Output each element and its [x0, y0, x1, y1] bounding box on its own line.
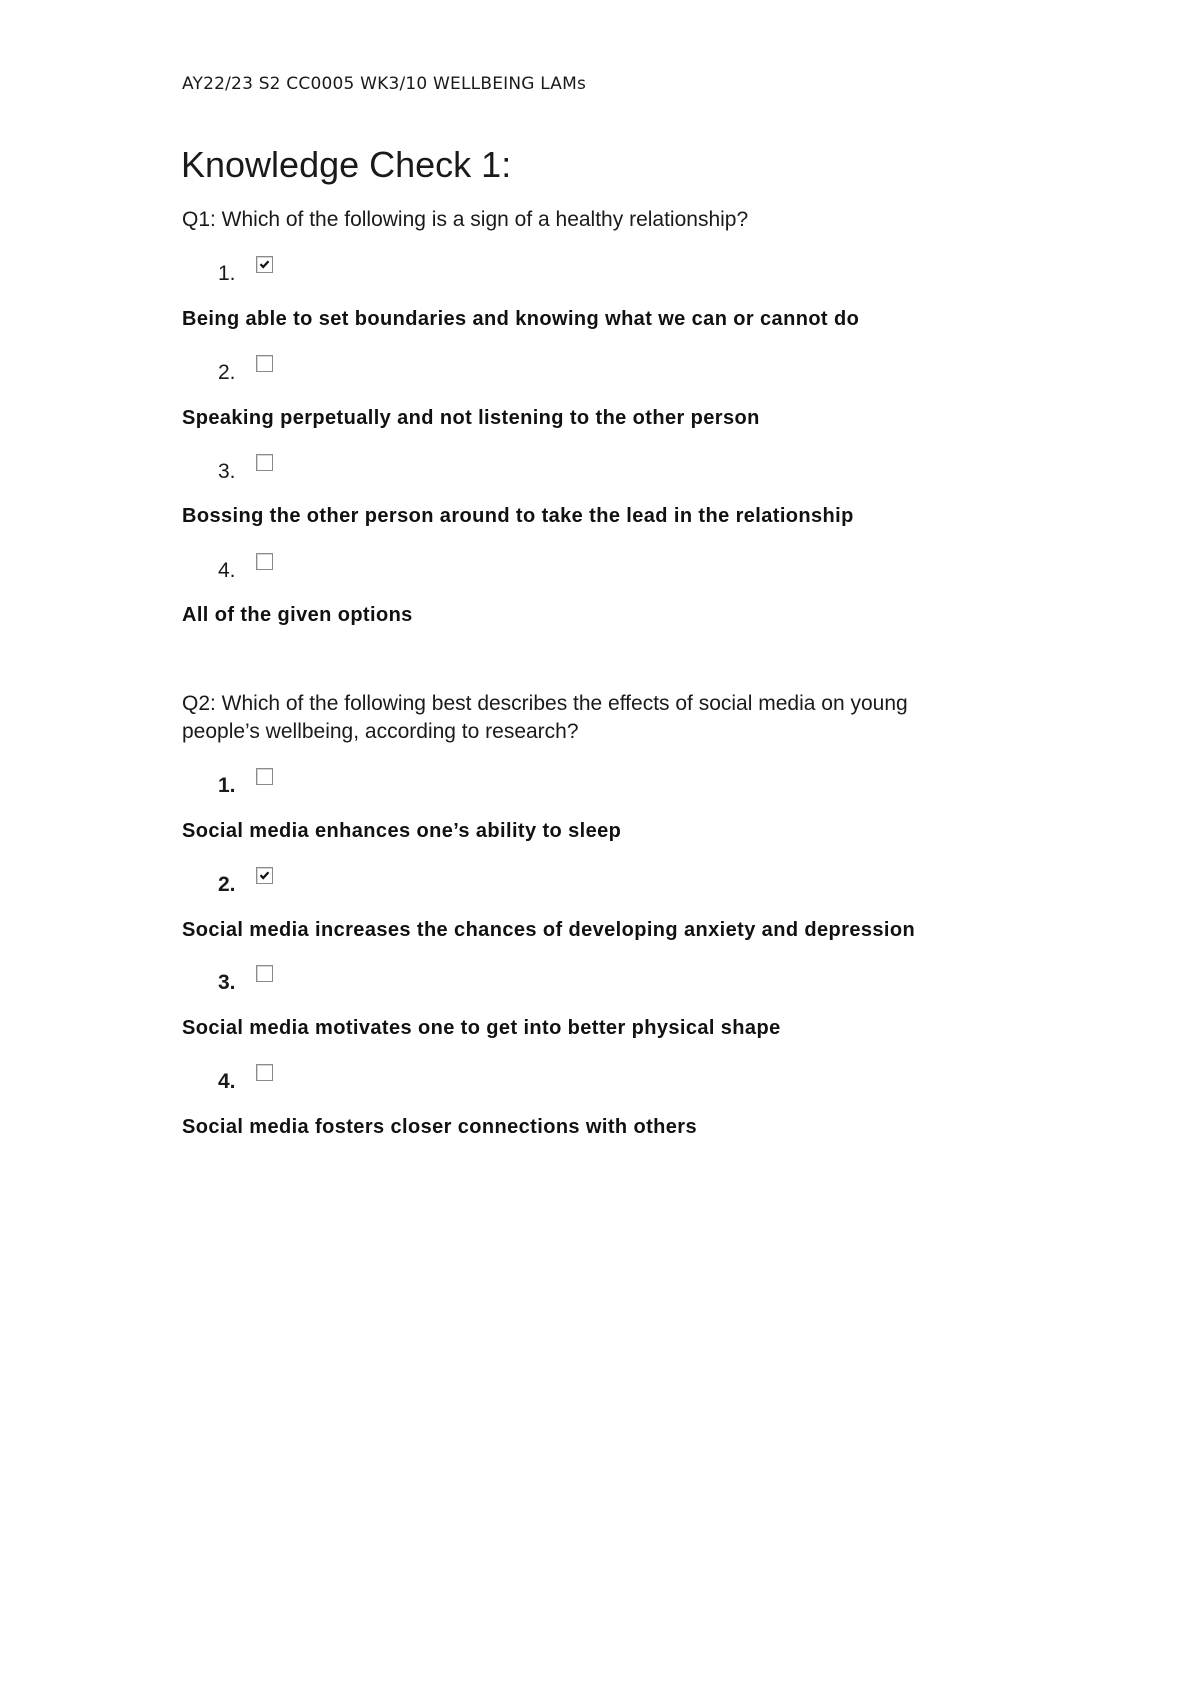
q1-option-3-text: Bossing the other person around to take the lead in the relationship: [182, 505, 854, 527]
q2-option-4-text: Social media fosters closer connections with others: [182, 1116, 697, 1138]
q2-option-1-number: 1.: [218, 774, 236, 797]
q1-option-1-checkbox[interactable]: [256, 256, 273, 273]
q1-option-3-number: 3.: [218, 460, 236, 483]
q1-option-1-text: Being able to set boundaries and knowing what we can or cannot do: [182, 308, 860, 330]
question-2-text: Q2: Which of the following best describes the effects of social media on young people’s wellbeing, according to research?: [182, 692, 908, 743]
q2-option-2-text: Social media increases the chances of developing anxiety and depression: [182, 919, 916, 941]
q2-option-1-checkbox[interactable]: [256, 768, 273, 785]
q2-option-4-checkbox[interactable]: [256, 1064, 273, 1081]
q2-option-4-number: 4.: [218, 1070, 236, 1093]
q1-option-2-text: Speaking perpetually and not listening to the other person: [182, 407, 760, 429]
q1-option-2-number: 2.: [218, 361, 236, 384]
q1-option-1-number: 1.: [218, 262, 236, 285]
page-title: Knowledge Check 1:: [181, 144, 512, 185]
question-1-text: Q1: Which of the following is a sign of a healthy relationship?: [182, 208, 749, 231]
q1-option-3-checkbox[interactable]: [256, 454, 273, 471]
q2-option-2-checkbox[interactable]: [256, 867, 273, 884]
document-header: AY22/23 S2 CC0005 WK3/10 WELLBEING LAMs: [182, 74, 587, 94]
q1-option-4-number: 4.: [218, 559, 236, 582]
checkmark-icon: [258, 869, 271, 882]
q2-option-3-number: 3.: [218, 971, 236, 994]
q2-option-3-checkbox[interactable]: [256, 965, 273, 982]
checkmark-icon: [258, 258, 271, 271]
q2-option-3-text: Social media motivates one to get into better physical shape: [182, 1017, 781, 1039]
q2-option-1-text: Social media enhances one’s ability to sleep: [182, 820, 622, 842]
q1-option-4-checkbox[interactable]: [256, 553, 273, 570]
q2-option-2-number: 2.: [218, 873, 236, 896]
q1-option-4-text: All of the given options: [182, 604, 413, 626]
q1-option-2-checkbox[interactable]: [256, 355, 273, 372]
